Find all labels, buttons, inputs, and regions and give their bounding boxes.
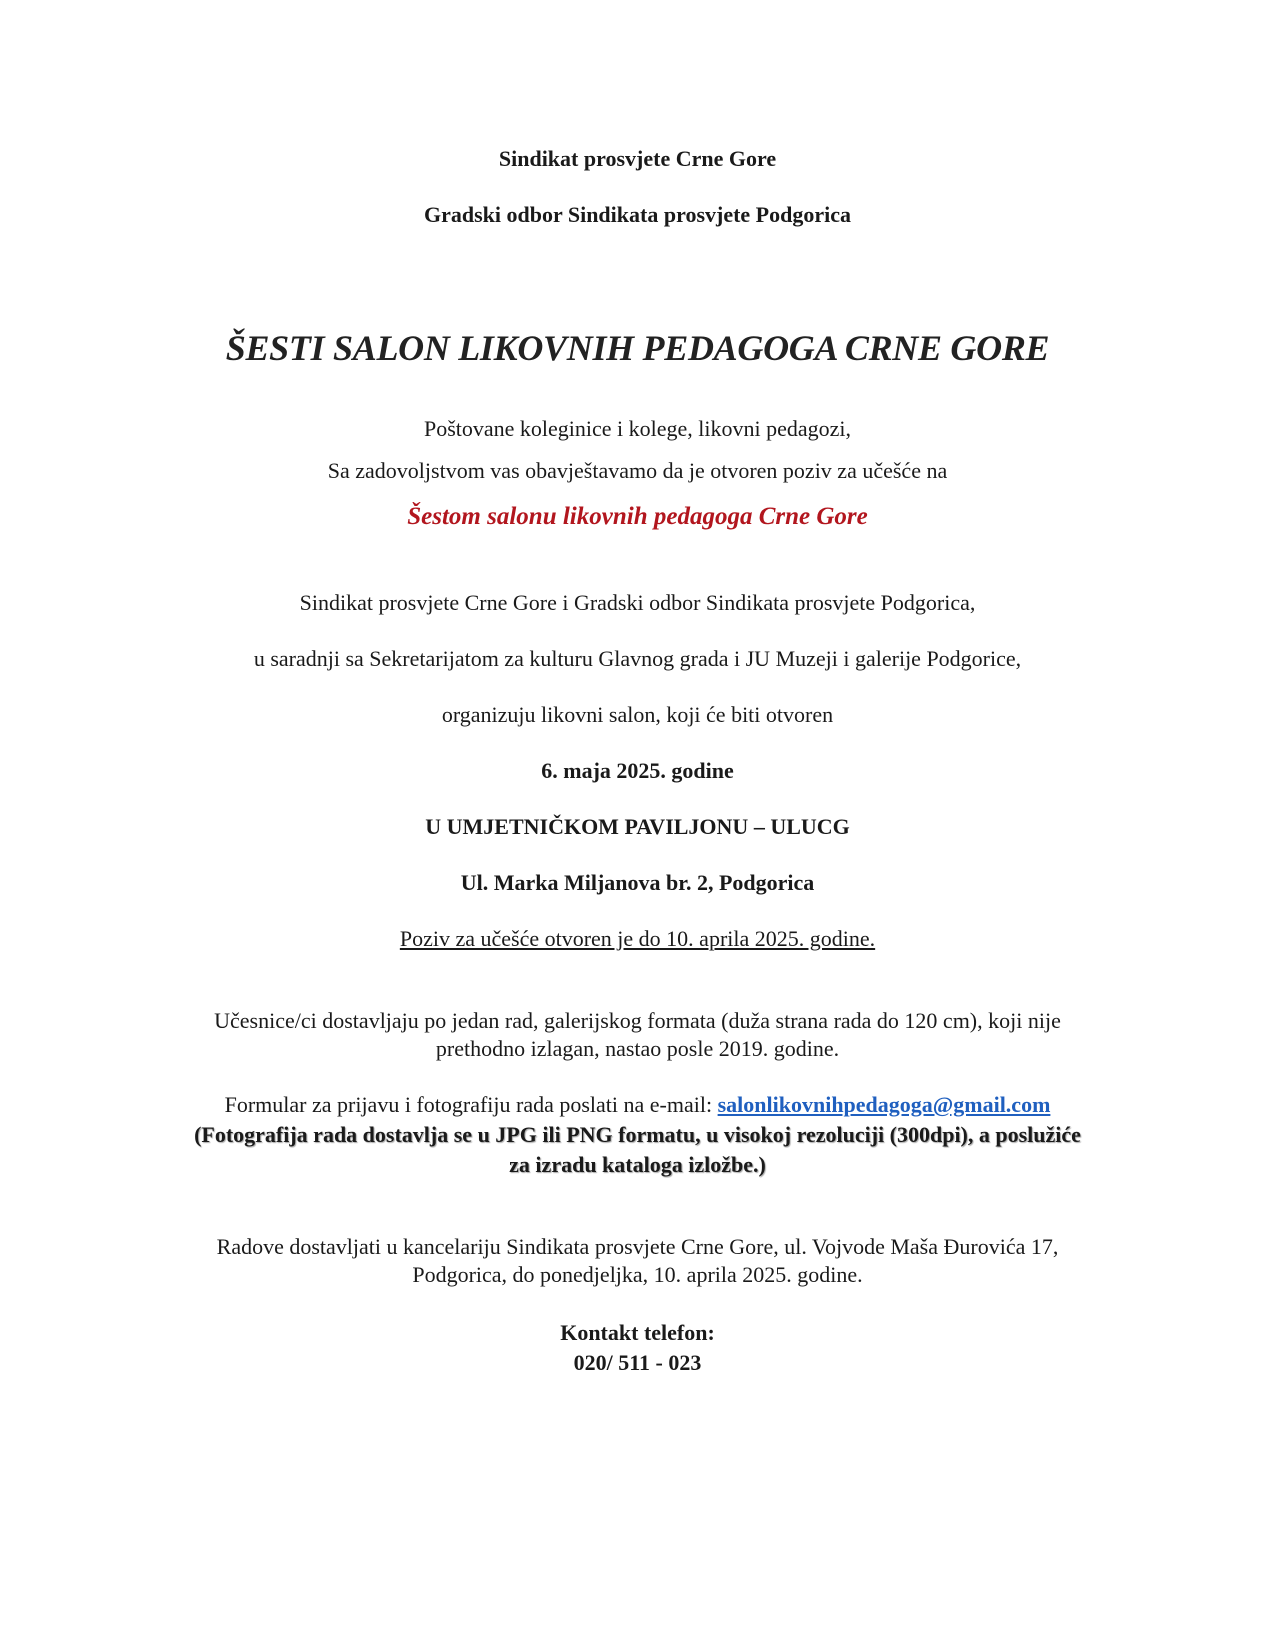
event-venue: U UMJETNIČKOM PAVILJONU – ULUCG xyxy=(425,814,850,839)
email-link[interactable]: salonlikovnihpedagoga@gmail.com xyxy=(717,1092,1051,1117)
org-name: Sindikat prosvjete Crne Gore xyxy=(498,146,777,171)
salon-highlight: Šestom salonu likovnih pedagoga Crne Gore xyxy=(407,503,868,530)
photo-note-line-2: za izradu kataloga izložbe.) xyxy=(509,1152,766,1177)
greeting-line: Poštovane koleginice i kolege, likovni pedagozi, xyxy=(423,416,852,441)
contact-phone: 020/ 511 - 023 xyxy=(573,1350,702,1375)
deadline-notice: Poziv za učešće otvoren je do 10. aprila 2025. godine. xyxy=(399,926,876,951)
application-intro: Formular za prijavu i fotografiju rada poslati na e-mail: xyxy=(224,1092,718,1117)
application-line xyxy=(0,1092,1275,1117)
organizers-line-3: organizuju likovni salon, koji će biti otvoren xyxy=(441,702,834,727)
organizers-line-1: Sindikat prosvjete Crne Gore i Gradski odbor Sindikata prosvjete Podgorica, xyxy=(299,590,976,615)
organizers-line-2: u saradnji sa Sekretarijatom za kulturu Glavnog grada i JU Muzeji i galerije Podgorice, xyxy=(253,646,1022,671)
photo-note-line-1: (Fotografija rada dostavlja se u JPG ili PNG formatu, u visokoj rezoluciji (300dpi), a poslužiće xyxy=(194,1122,1081,1147)
contact-label: Kontakt telefon: xyxy=(560,1320,715,1345)
delivery-line-1: Radove dostavljati u kancelariju Sindikata prosvjete Crne Gore, ul. Vojvode Maša Đurovića 17, xyxy=(216,1234,1059,1259)
delivery-line-2: Podgorica, do ponedjeljka, 10. aprila 2025. godine. xyxy=(412,1262,863,1287)
page-title: ŠESTI SALON LIKOVNIH PEDAGOGA CRNE GORE xyxy=(225,328,1050,368)
announcement-line: Sa zadovoljstvom vas obavještavamo da je otvoren poziv za učešće na xyxy=(327,458,948,483)
event-date: 6. maja 2025. godine xyxy=(541,758,734,783)
rules-line-1: Učesnice/ci dostavljaju po jedan rad, galerijskog formata (duža strana rada do 120 cm), koji nije xyxy=(214,1008,1061,1033)
org-subdivision: Gradski odbor Sindikata prosvjete Podgorica xyxy=(423,202,851,227)
event-address: Ul. Marka Miljanova br. 2, Podgorica xyxy=(460,870,815,895)
rules-line-2: prethodno izlagan, nastao posle 2019. godine. xyxy=(435,1036,840,1061)
